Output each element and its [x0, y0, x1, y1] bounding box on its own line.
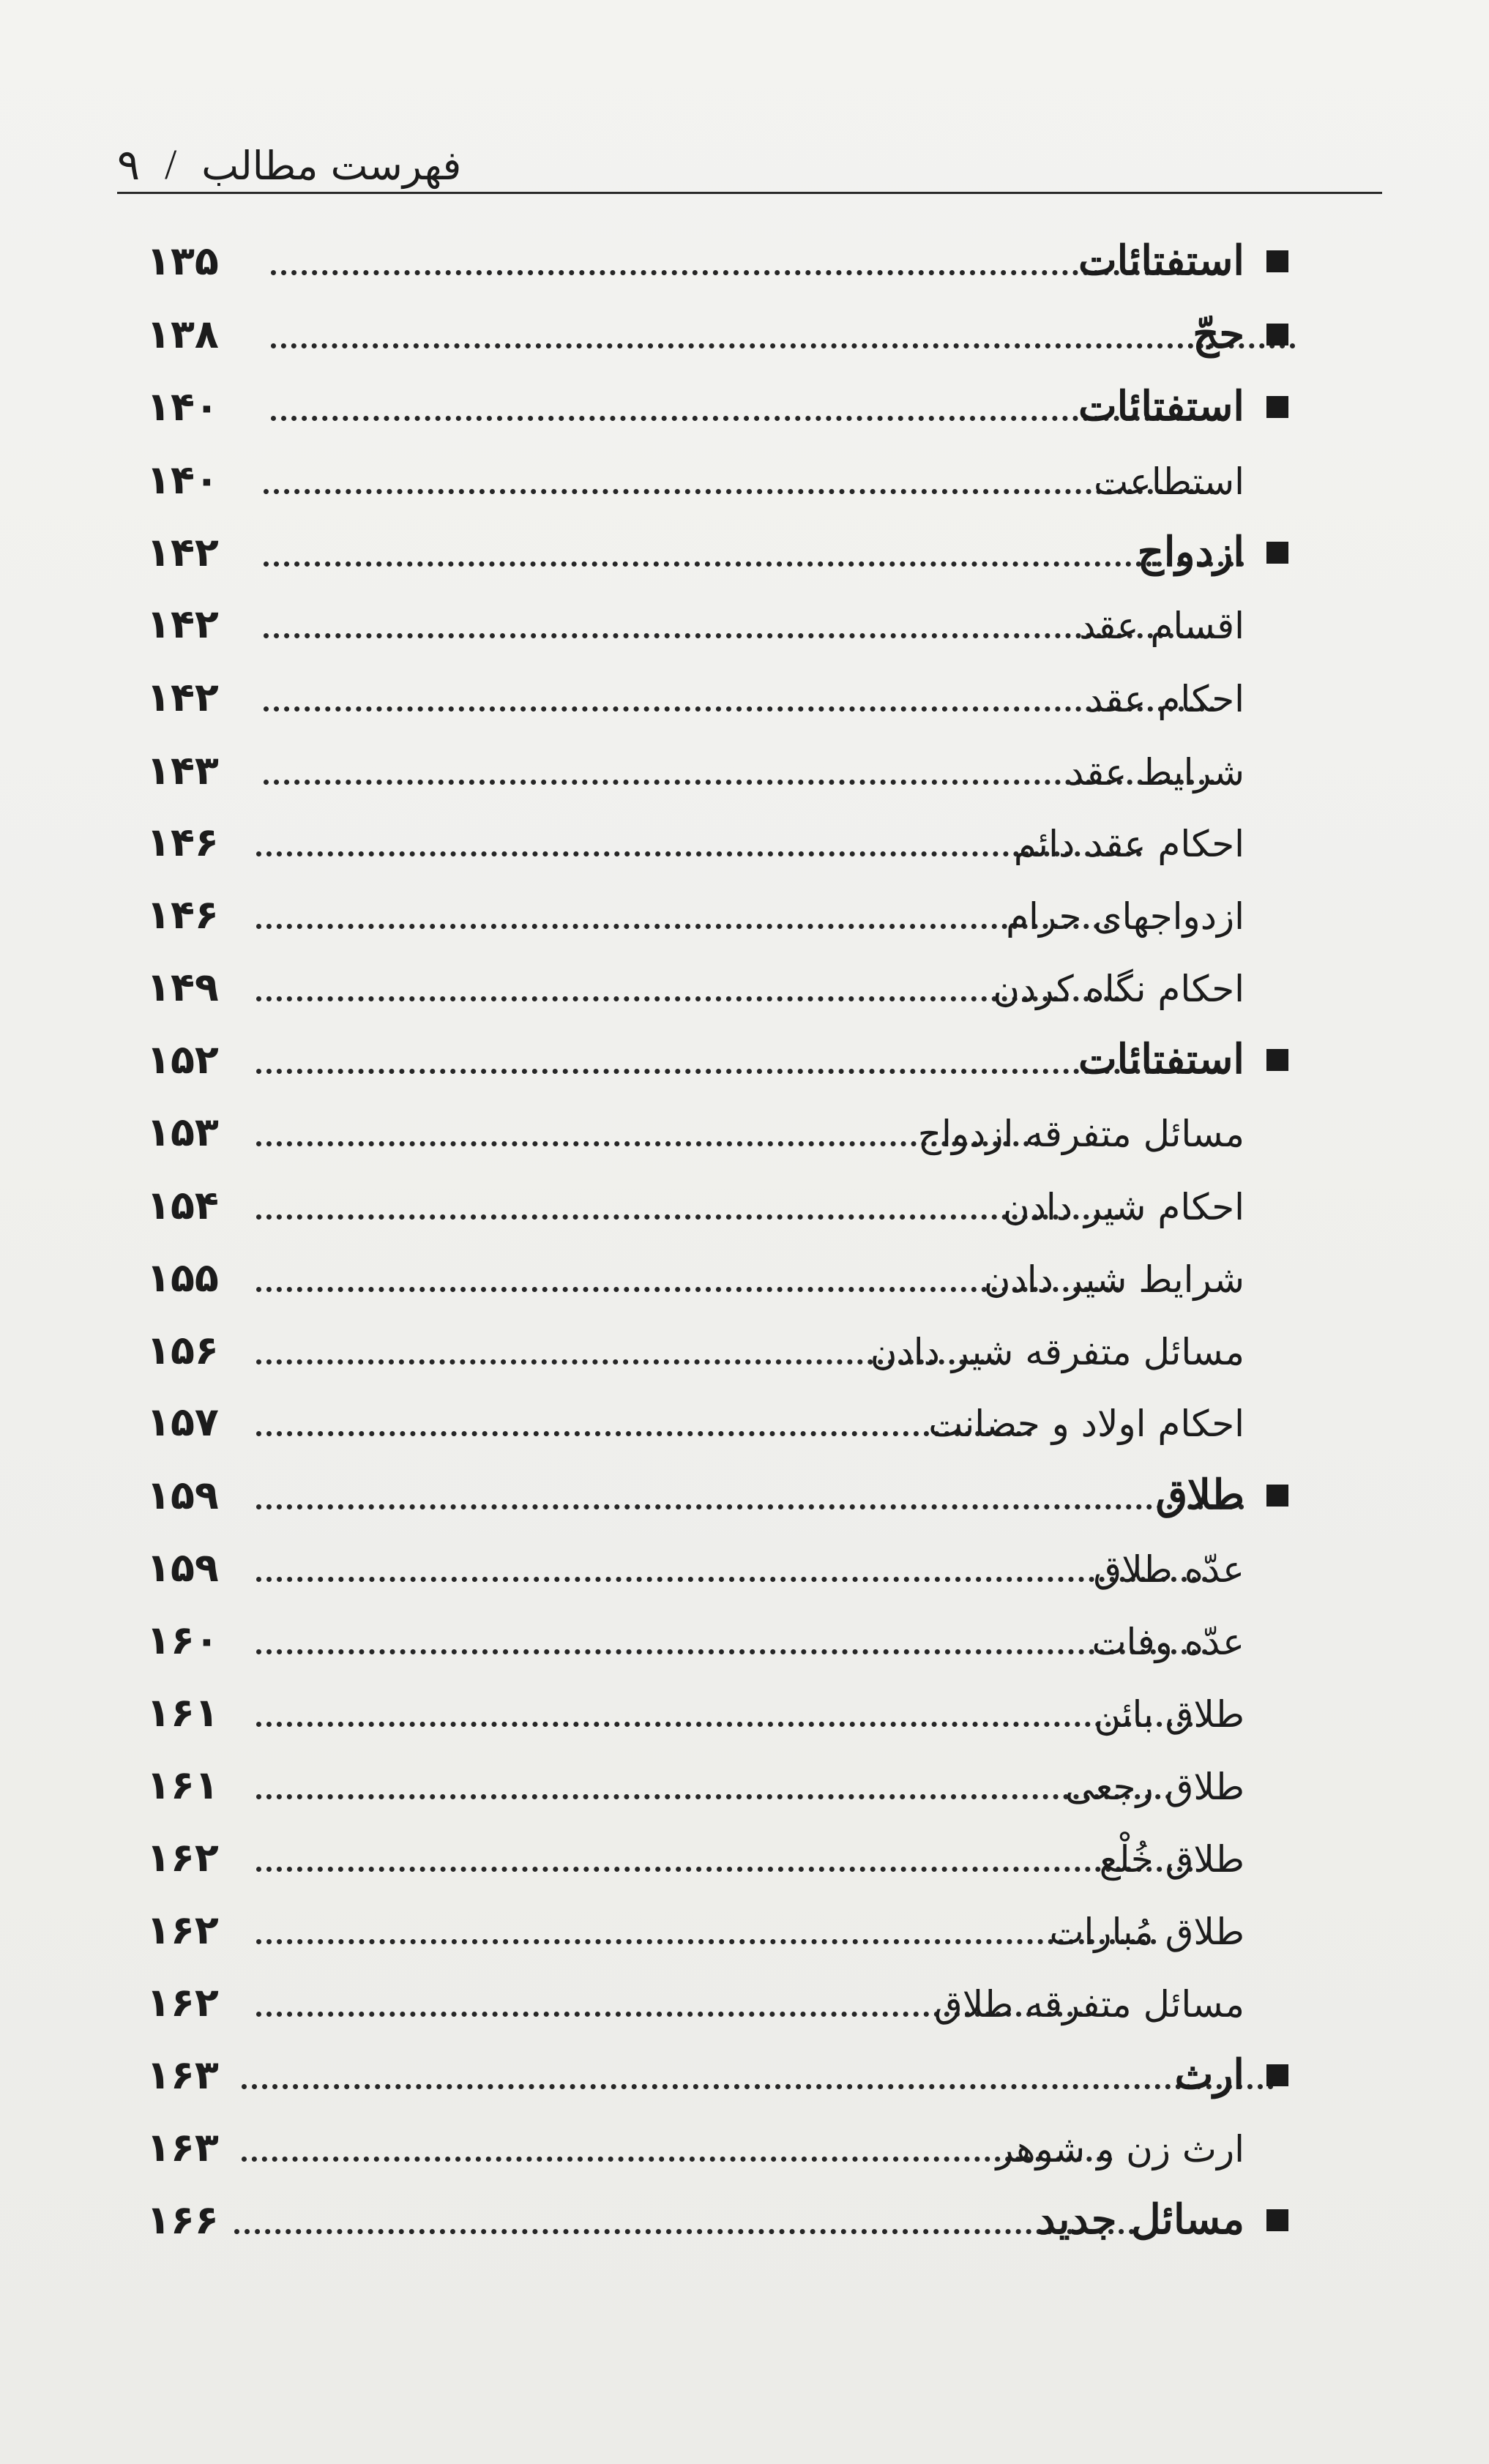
toc-page-number: ۱۴۲ — [146, 674, 219, 720]
toc-entry[interactable] — [146, 2044, 1288, 2102]
toc-leader-dots — [234, 2223, 1135, 2234]
toc-page-number: ۱۵۹ — [146, 1472, 219, 1518]
toc-entry[interactable] — [146, 1826, 1288, 1885]
toc-leader-dots — [256, 918, 1120, 929]
bullet-square-icon — [1266, 542, 1288, 564]
toc-label: احکام نگاه کردن — [993, 968, 1244, 1010]
toc-label: عدّه طلاق — [1093, 1548, 1244, 1591]
toc-page-number: ۱۵۲ — [146, 1037, 219, 1083]
header-title: فهرست مطالب — [201, 143, 462, 189]
header-separator: / — [165, 141, 177, 188]
bullet-square-icon — [1266, 396, 1288, 418]
toc-page-number: ۱۴۶ — [146, 819, 219, 865]
toc-leader-dots — [242, 2151, 1113, 2162]
toc-page-number: ۱۶۰ — [146, 1617, 219, 1663]
toc-leader-dots — [256, 1716, 1193, 1727]
bullet-square-icon — [1266, 1049, 1288, 1071]
toc-entry[interactable] — [146, 884, 1288, 942]
toc-page-number: ۱۴۰ — [146, 384, 219, 430]
page-number: ۹ — [117, 140, 141, 190]
toc-label: استفتائات — [1078, 236, 1244, 285]
toc-page-number: ۱۳۵ — [146, 238, 219, 284]
toc-leader-dots — [256, 1425, 1032, 1436]
toc-leader-dots — [256, 1933, 1157, 1944]
toc-page-number: ۱۴۹ — [146, 964, 219, 1010]
toc-entry[interactable] — [146, 1899, 1288, 1957]
toc-label: اقسام عقد — [1079, 605, 1244, 647]
toc-label: عدّه وفات — [1091, 1621, 1244, 1663]
toc-entry[interactable] — [146, 1681, 1288, 1740]
toc-entry[interactable] — [146, 666, 1288, 725]
toc-label: استفتائات — [1078, 382, 1244, 430]
toc-entry[interactable] — [146, 449, 1288, 507]
toc-entry[interactable] — [146, 1464, 1288, 1523]
toc-leader-dots — [264, 483, 1215, 494]
toc-label: احکام عقد — [1086, 678, 1244, 720]
toc-label: احکام عقد دائم — [1013, 823, 1244, 865]
toc-leader-dots — [256, 1209, 1120, 1220]
toc-leader-dots — [256, 1861, 1193, 1872]
toc-entry[interactable] — [146, 593, 1288, 652]
toc-entry[interactable] — [146, 1391, 1288, 1449]
toc-entry[interactable] — [146, 1754, 1288, 1812]
toc-entry[interactable] — [146, 1609, 1288, 1668]
toc-page-number: ۱۵۹ — [146, 1545, 219, 1591]
toc-page-number: ۱۴۰ — [146, 457, 219, 503]
toc-page-number: ۱۳۸ — [146, 311, 219, 357]
toc-entry[interactable] — [146, 1028, 1288, 1087]
toc-page-number: ۱۵۷ — [146, 1399, 219, 1445]
toc-leader-dots — [256, 1571, 1208, 1582]
toc-page-number: ۱۶۶ — [146, 2197, 219, 2243]
toc-entry[interactable] — [146, 811, 1288, 870]
toc-entry[interactable] — [146, 1319, 1288, 1378]
bullet-square-icon — [1266, 2064, 1288, 2086]
toc-label: شرایط عقد — [1067, 751, 1244, 794]
toc-label: حجّ — [1193, 310, 1244, 358]
toc-entry[interactable] — [146, 1971, 1288, 2030]
toc-label: استفتائات — [1078, 1035, 1244, 1083]
toc-entry[interactable] — [146, 956, 1288, 1015]
toc-label: استطاعت — [1093, 460, 1244, 503]
toc-label: طلاق بائن — [1094, 1693, 1244, 1736]
toc-page-number: ۱۶۱ — [146, 1762, 219, 1808]
toc-leader-dots — [264, 701, 1215, 712]
toc-label: طلاق خُلْع — [1099, 1838, 1244, 1881]
bullet-square-icon — [1266, 250, 1288, 272]
toc-page-number: ۱۵۶ — [146, 1327, 219, 1373]
toc-leader-dots — [256, 1643, 1208, 1654]
toc-page-number: ۱۴۳ — [146, 747, 219, 794]
toc-leader-dots — [256, 845, 1142, 856]
toc-leader-dots — [264, 627, 1215, 638]
toc-leader-dots — [271, 337, 1296, 348]
toc-leader-dots — [264, 556, 1244, 567]
toc-label: ارث — [1174, 2050, 1244, 2099]
toc-leader-dots — [256, 1788, 1171, 1799]
toc-page-number: ۱۶۲ — [146, 1907, 219, 1953]
toc-page-number: ۱۵۵ — [146, 1255, 219, 1301]
toc-page-number: ۱۶۳ — [146, 2124, 219, 2170]
toc-entry[interactable] — [146, 1101, 1288, 1160]
toc-entry[interactable] — [146, 739, 1288, 798]
toc-entry[interactable] — [146, 2116, 1288, 2175]
toc-page-number: ۱۴۶ — [146, 892, 219, 938]
toc-entry[interactable] — [146, 303, 1288, 362]
toc-page-number: ۱۴۲ — [146, 529, 219, 575]
toc-page-number: ۱۶۳ — [146, 2052, 219, 2098]
toc-page-number: ۱۵۴ — [146, 1182, 219, 1228]
toc-label: طلاق مُبارات — [1049, 1911, 1244, 1953]
toc-label: مسائل متفرقه ازدواج — [917, 1113, 1244, 1155]
toc-label: ازدواج — [1137, 528, 1244, 576]
toc-entry[interactable] — [146, 230, 1288, 288]
toc-label: طلاق رجعی — [1064, 1766, 1244, 1808]
toc-leader-dots — [256, 1498, 1244, 1509]
toc-page-number: ۱۶۱ — [146, 1690, 219, 1736]
toc-page-number: ۱۴۲ — [146, 601, 219, 647]
toc-label: احکام اولاد و حضانت — [928, 1403, 1244, 1445]
toc-label: طلاق — [1155, 1471, 1244, 1519]
toc-label: ارث زن و شوهر — [996, 2128, 1244, 2170]
bullet-square-icon — [1266, 324, 1288, 346]
toc-page-number: ۱۶۲ — [146, 1834, 219, 1881]
toc-page-number: ۱۵۳ — [146, 1109, 219, 1155]
toc-leader-dots — [256, 990, 1120, 1001]
toc-leader-dots — [242, 2078, 1274, 2089]
toc-label: احکام شیر دادن — [1002, 1186, 1244, 1228]
toc-label: ازدواجهای حرام — [1006, 895, 1244, 938]
toc-page-number: ۱۶۲ — [146, 1979, 219, 2026]
toc-entry[interactable] — [146, 2189, 1288, 2247]
toc-entry[interactable] — [146, 521, 1288, 580]
toc-entry[interactable] — [146, 1537, 1288, 1595]
toc-label: مسائل متفرقه طلاق — [933, 1983, 1244, 2026]
toc-entry[interactable] — [146, 1247, 1288, 1305]
toc-entry[interactable] — [146, 376, 1288, 434]
toc-label: مسائل متفرقه شیر دادن — [870, 1331, 1244, 1373]
bullet-square-icon — [1266, 1485, 1288, 1507]
toc-entry[interactable] — [146, 1174, 1288, 1233]
toc-label: شرایط شیر دادن — [983, 1258, 1244, 1301]
bullet-square-icon — [1266, 2209, 1288, 2231]
toc-label: مسائل جدید — [1037, 2195, 1244, 2244]
